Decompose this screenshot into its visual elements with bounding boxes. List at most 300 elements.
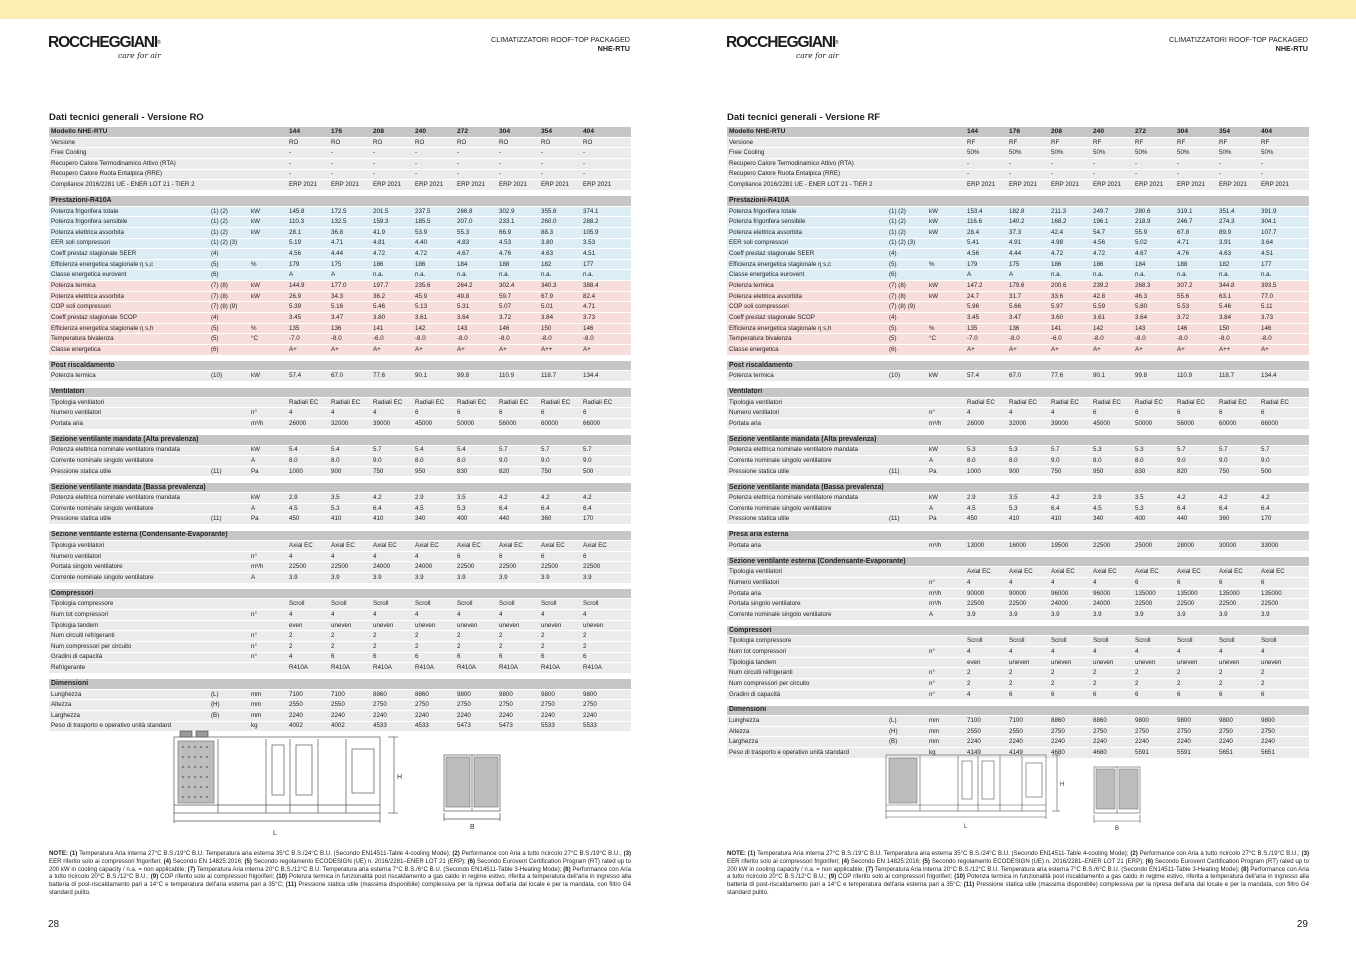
cell-value: 4 (1049, 408, 1091, 419)
cell-value: 3.9 (1133, 610, 1175, 621)
cell-value: 2240 (581, 710, 631, 721)
cell-value: 2750 (1133, 726, 1175, 737)
table-row (727, 344, 1309, 355)
cell-value: 280.6 (1133, 206, 1175, 217)
cell-value: 2 (965, 679, 1007, 690)
cell-value: 39000 (371, 419, 413, 430)
cell-value: Scroll (455, 599, 497, 610)
unit: m³/h (927, 588, 965, 599)
table-row (727, 227, 1309, 238)
table-row (727, 599, 1309, 610)
cell-value: 2750 (539, 700, 581, 711)
table-row (49, 291, 631, 302)
unit: kW (249, 217, 287, 228)
cell-value: RF (965, 137, 1007, 148)
cell-value: A+ (1007, 344, 1049, 355)
section-title: Post riscaldamento (49, 361, 631, 371)
table-row (727, 419, 1309, 430)
table-row (49, 408, 631, 419)
cell-value: 304.1 (1259, 217, 1309, 228)
cell-value: 5533 (539, 721, 581, 732)
cell-value: 355.6 (539, 206, 581, 217)
cell-value: 4680 (1091, 748, 1133, 759)
cell-value: uneven (455, 620, 497, 631)
unit: A (927, 456, 965, 467)
unit: A (249, 572, 287, 583)
note-text: Secondo Eurovent Certification Program (RT) rated up to 200 kW in cooling capacity / n.a. = non applicabile; (49, 857, 632, 873)
cell-value: 4 (965, 689, 1007, 700)
note-ref (209, 445, 249, 456)
note-ref: (1) (2) (887, 206, 927, 217)
cell-value: 8.0 (965, 456, 1007, 467)
cell-value: 4 (539, 610, 581, 621)
cell-value: 6 (581, 408, 631, 419)
cell-value: 4533 (413, 721, 455, 732)
cell-value: 4 (1007, 647, 1049, 658)
cell-value: 4 (287, 652, 329, 663)
note-text: EER riferito solo ai compressori frigoriferi; (49, 857, 164, 865)
table-section-header (49, 196, 631, 206)
table-row (49, 599, 631, 610)
cell-value: 9.0 (1217, 456, 1259, 467)
note-ref: (5) (209, 334, 249, 345)
cell-value: 8.0 (1091, 456, 1133, 467)
cell-value: 6 (455, 408, 497, 419)
cell-value: -8.0 (413, 334, 455, 345)
note-text: Performance con Aria a tutto ricircolo 27°C B.S./19°C B.U.; (461, 850, 624, 857)
unit (249, 599, 287, 610)
page-header (1169, 36, 1308, 53)
cell-value: 6 (1133, 408, 1175, 419)
note-ref: (1) (2) (887, 217, 927, 228)
cell-value: 2 (1133, 679, 1175, 690)
section-title: Dimensioni (727, 706, 1309, 716)
cell-value: 5.4 (455, 445, 497, 456)
cell-value: 5591 (1175, 748, 1217, 759)
unit: n° (927, 689, 965, 700)
cell-value: Axial EC (1217, 567, 1259, 578)
row-label: Corrente nominale singolo ventilatore (49, 503, 209, 514)
cell-value: 4.2 (371, 493, 413, 504)
cell-value: - (1007, 169, 1049, 180)
section-title: Sezione ventilante esterna (Condensante-Evaporante) (727, 557, 1309, 567)
cell-value: -8.0 (329, 334, 371, 345)
cell-value: 116.6 (965, 217, 1007, 228)
row-label: Numero ventilatori (49, 408, 209, 419)
unit (927, 249, 965, 260)
top-color-band (0, 0, 1356, 19)
cell-value: 9800 (455, 689, 497, 700)
row-label: Potenza elettrica nominale ventilatore mandata (49, 445, 209, 456)
row-label: Coeff prestaz stagionale SEER (727, 249, 887, 260)
unit: n° (249, 631, 287, 642)
cell-value: RO (287, 137, 329, 148)
cell-value: 3.80 (539, 238, 581, 249)
cell-value: 42.8 (1091, 291, 1133, 302)
cell-value: 110.3 (287, 217, 329, 228)
cell-value: - (1049, 158, 1091, 169)
cell-value: 150 (1217, 323, 1259, 334)
note-ref (887, 599, 927, 610)
cell-value: 391.9 (1259, 206, 1309, 217)
cell-value: 900 (329, 466, 371, 477)
cell-value: Axial EC (329, 541, 371, 552)
cell-value: 3.72 (1175, 313, 1217, 324)
unit: m³/h (927, 599, 965, 610)
cell-value: 4 (497, 610, 539, 621)
cell-value: 159.3 (371, 217, 413, 228)
page-number: 29 (1296, 919, 1308, 930)
cell-value: 5.02 (1133, 238, 1175, 249)
note-ref: (10) (887, 371, 927, 382)
cell-value: A+ (287, 344, 329, 355)
cell-value: ERP 2021 (329, 180, 371, 191)
cell-value: 500 (1259, 466, 1309, 477)
unit: n° (249, 610, 287, 621)
cell-value: -6.0 (1049, 334, 1091, 345)
cell-value: 186 (1049, 259, 1091, 270)
cell-value: n.a. (413, 270, 455, 281)
unit: A (927, 503, 965, 514)
unit (927, 657, 965, 668)
section-title: Sezione ventilante esterna (Condensante-Evaporante) (49, 531, 631, 541)
cell-value: 135 (965, 323, 1007, 334)
note-ref: (5) (887, 323, 927, 334)
row-label: Classe energetica (727, 344, 887, 355)
cell-value: 186 (371, 259, 413, 270)
table-row (727, 737, 1309, 748)
note-ref: (1) (2) (3) (209, 238, 249, 249)
unit (927, 148, 965, 159)
table-row (49, 158, 631, 169)
table-row (727, 578, 1309, 589)
unit: mm (927, 737, 965, 748)
cell-value: A+ (413, 344, 455, 355)
cell-value: 45000 (1091, 419, 1133, 430)
section-title: Prestazioni-R410A (49, 196, 631, 206)
length-dimension-label: L (964, 824, 968, 830)
cell-value: 288.2 (581, 217, 631, 228)
cell-value: 3.9 (371, 572, 413, 583)
unit: % (927, 323, 965, 334)
cell-value: 4.5 (413, 503, 455, 514)
cell-value: 4.2 (1259, 493, 1309, 504)
cell-value: 2 (1049, 668, 1091, 679)
note-key: (10) (954, 873, 967, 881)
cell-value: 4.5 (1091, 503, 1133, 514)
cell-value: 9800 (1133, 716, 1175, 727)
cell-value: 5.13 (413, 302, 455, 313)
unit (927, 302, 965, 313)
note-ref (209, 641, 249, 652)
cell-value: 179 (965, 259, 1007, 270)
table-section-header (727, 531, 1309, 541)
table-row (727, 647, 1309, 658)
row-label: Coeff prestaz stagionale SCOP (49, 313, 209, 324)
cell-value: Radiali EC (287, 397, 329, 408)
cell-value: Axial EC (965, 567, 1007, 578)
note-key: (1) (747, 850, 758, 857)
cell-value: 22500 (455, 562, 497, 573)
cell-value: 2 (965, 668, 1007, 679)
unit (249, 249, 287, 260)
cell-value: 144.9 (287, 281, 329, 292)
cell-value: - (1175, 158, 1217, 169)
cell-value: 2 (1007, 679, 1049, 690)
table-row (49, 572, 631, 583)
unit: kg (927, 748, 965, 759)
cell-value: - (581, 158, 631, 169)
cell-value: ERP 2021 (371, 180, 413, 191)
cell-value: n.a. (371, 270, 413, 281)
cell-value: - (1175, 169, 1217, 180)
cell-value: 410 (1007, 514, 1049, 525)
cell-value: 63.1 (1217, 291, 1259, 302)
cell-value: 4.56 (287, 249, 329, 260)
cell-value: 260.0 (539, 217, 581, 228)
cell-value: - (329, 148, 371, 159)
row-label: Compliance 2016/2281 UE - ENER LOT 21 - TIER 2 (49, 180, 209, 191)
table-row (727, 148, 1309, 159)
note-ref: (7) (8) (887, 281, 927, 292)
cell-value: 5.80 (1133, 302, 1175, 313)
cell-value: 4149 (965, 748, 1007, 759)
cell-value: 354 (539, 127, 581, 137)
cell-value: 4.83 (455, 238, 497, 249)
unit-front-view-drawing (438, 749, 508, 831)
cell-value: 4 (1175, 647, 1217, 658)
table-header-row (49, 127, 631, 137)
note-ref: (6) (209, 344, 249, 355)
cell-value: A++ (1217, 344, 1259, 355)
cell-value: 6 (1091, 689, 1133, 700)
cell-value: 24.7 (965, 291, 1007, 302)
cell-value: RO (455, 137, 497, 148)
cell-value: ERP 2021 (1049, 180, 1091, 191)
spec-table (727, 127, 1309, 759)
unit (249, 148, 287, 159)
table-section-header (49, 531, 631, 541)
cell-value: Radial EC (965, 397, 1007, 408)
cell-value: 2240 (287, 710, 329, 721)
cell-value: - (1259, 169, 1309, 180)
unit (927, 127, 965, 137)
cell-value: 5.7 (497, 445, 539, 456)
cell-value: 99.8 (455, 371, 497, 382)
cell-value: 36.8 (329, 227, 371, 238)
cell-value: 4.72 (1049, 249, 1091, 260)
unit: kW (249, 445, 287, 456)
cell-value: 6 (497, 551, 539, 562)
note-ref: (1) (2) (209, 206, 249, 217)
cell-value: 22500 (497, 562, 539, 573)
row-label: Gradini di capacità (727, 689, 887, 700)
cell-value: Radiali EC (581, 397, 631, 408)
cell-value: 4.63 (1217, 249, 1259, 260)
cell-value: 135000 (1175, 588, 1217, 599)
cell-value: 830 (1133, 466, 1175, 477)
cell-value: 344.8 (1217, 281, 1259, 292)
unit: °C (249, 334, 287, 345)
note-text: Temperatura Aria interna 20°C B.S./12°C B.U. Temperatura aria esterna 7°C B.S./6°C B.U. (Secondo EN14511-Table 3-Heating Mode); (874, 865, 1242, 873)
section-title: Post riscaldamento (727, 361, 1309, 371)
unit: m³/h (249, 562, 287, 573)
cell-value: uneven (581, 620, 631, 631)
cell-value: 235.6 (413, 281, 455, 292)
cell-value: 249.7 (1091, 206, 1133, 217)
table-row (49, 466, 631, 477)
cell-value: 5.3 (965, 445, 1007, 456)
spec-table (49, 127, 631, 732)
cell-value: 440 (1175, 514, 1217, 525)
row-label: Efficienza energetica stagionale η s,c (727, 259, 887, 270)
cell-value: 99.8 (1133, 371, 1175, 382)
cell-value: 4 (1049, 647, 1091, 658)
unit: mm (249, 689, 287, 700)
note-ref: (1) (2) (209, 227, 249, 238)
note-ref (209, 169, 249, 180)
cell-value: 3.5 (1007, 493, 1049, 504)
table-row (49, 238, 631, 249)
cell-value: A+ (371, 344, 413, 355)
row-label: Potenza frigorifera sensibile (49, 217, 209, 228)
cell-value: Axial EC (287, 541, 329, 552)
note-text: Potenza termica in funzionalità post riscaldamento a gas caldo in regime estivo, riferita a temperatura dell'aria in ingresso alla batteria di post-riscaldamento pari a 14°C e temperatura dell'aria esterna pari a 35°C; (49, 873, 632, 889)
cell-value: 268.3 (1133, 281, 1175, 292)
cell-value: n.a. (1259, 270, 1309, 281)
cell-value: R410A (287, 663, 329, 674)
cell-value: 6 (1217, 578, 1259, 589)
cell-value: - (329, 169, 371, 180)
cell-value: 6 (539, 551, 581, 562)
table-row (727, 514, 1309, 525)
cell-value: 4 (371, 610, 413, 621)
cell-value: ERP 2021 (1217, 180, 1259, 191)
unit: kW (927, 493, 965, 504)
unit: kW (249, 493, 287, 504)
unit (249, 541, 287, 552)
cell-value: 6 (497, 408, 539, 419)
cell-value: 56000 (497, 419, 539, 430)
cell-value: 6.4 (371, 503, 413, 514)
note-ref (209, 551, 249, 562)
row-label: COP soli compressori (727, 302, 887, 313)
cell-value: 50% (1007, 148, 1049, 159)
note-key: (5) (922, 857, 932, 865)
cell-value: 132.5 (329, 217, 371, 228)
note-ref: (L) (209, 689, 249, 700)
cell-value: Scroll (287, 599, 329, 610)
cell-value: 77.0 (1259, 291, 1309, 302)
cell-value: 4.71 (329, 238, 371, 249)
cell-value: 4.40 (413, 238, 455, 249)
cell-value: 5.3 (1007, 503, 1049, 514)
cell-value: 3.5 (455, 493, 497, 504)
unit: kW (927, 291, 965, 302)
cell-value: 4.51 (1259, 249, 1309, 260)
cell-value: 26.9 (287, 291, 329, 302)
cell-value: 218.9 (1133, 217, 1175, 228)
cell-value: 8.0 (287, 456, 329, 467)
cell-value: - (539, 158, 581, 169)
note-ref (209, 599, 249, 610)
cell-value: 750 (1217, 466, 1259, 477)
note-text: Temperatura Aria interna 27°C B.S./19°C B.U. Temperatura aria esterna 35°C B.S./24°C B.U. (Secondo EN14511-Table 4-cooling Mode); (79, 850, 453, 857)
cell-value: 820 (1175, 466, 1217, 477)
cell-value: 2550 (287, 700, 329, 711)
cell-value: 2 (1133, 668, 1175, 679)
cell-value: Scroll (1259, 636, 1309, 647)
note-ref: (10) (209, 371, 249, 382)
cell-value: 5651 (1259, 748, 1309, 759)
cell-value: 4 (413, 610, 455, 621)
cell-value: 4 (455, 610, 497, 621)
cell-value: - (371, 158, 413, 169)
cell-value: R410A (497, 663, 539, 674)
row-label: COP soli compressori (49, 302, 209, 313)
cell-value: A+ (581, 344, 631, 355)
cell-value: 5.31 (455, 302, 497, 313)
cell-value: 2240 (329, 710, 371, 721)
cell-value: 67.9 (539, 291, 581, 302)
cell-value: ERP 2021 (455, 180, 497, 191)
cell-value: 172.5 (329, 206, 371, 217)
cell-value: A+ (1259, 344, 1309, 355)
cell-value: 6.4 (1217, 503, 1259, 514)
cell-value: 393.5 (1259, 281, 1309, 292)
section-title: Dimensioni (49, 679, 631, 689)
cell-value: 2 (413, 641, 455, 652)
cell-value: 2240 (1091, 737, 1133, 748)
unit: Pa (927, 514, 965, 525)
cell-value: Scroll (1217, 636, 1259, 647)
cell-value: 4149 (1007, 748, 1049, 759)
cell-value: 145.8 (287, 206, 329, 217)
note-text: Secondo regolamento ECODESIGN (UE) n. 2016/2281–ENER LOT 21 (ERP); (253, 857, 468, 865)
table-row (727, 302, 1309, 313)
cell-value: uneven (1091, 657, 1133, 668)
cell-value: 96000 (1049, 588, 1091, 599)
note-ref: (6) (209, 270, 249, 281)
unit: m³/h (927, 541, 965, 552)
note-key: (10) (276, 873, 289, 881)
table-row (49, 663, 631, 674)
cell-value: uneven (413, 620, 455, 631)
cell-value: - (413, 169, 455, 180)
table-row (49, 313, 631, 324)
cell-value: -8.0 (1217, 334, 1259, 345)
cell-value: 2750 (413, 700, 455, 711)
cell-value: 28000 (1175, 541, 1217, 552)
note-ref (887, 419, 927, 430)
row-label: Efficienza energetica stagionale η s,h (727, 323, 887, 334)
cell-value: 3.47 (1007, 313, 1049, 324)
cell-value: 9.0 (1259, 456, 1309, 467)
cell-value: 4002 (287, 721, 329, 732)
cell-value: 110.9 (497, 371, 539, 382)
cell-value: 9800 (1175, 716, 1217, 727)
unit (927, 137, 965, 148)
note-ref (887, 408, 927, 419)
note-ref (209, 148, 249, 159)
cell-value: 3.80 (371, 313, 413, 324)
unit (927, 636, 965, 647)
cell-value: RO (371, 137, 413, 148)
cell-value: 2240 (539, 710, 581, 721)
note-ref (209, 137, 249, 148)
row-label: Potenza frigorifera sensibile (727, 217, 887, 228)
row-label: Numero ventilatori (49, 551, 209, 562)
